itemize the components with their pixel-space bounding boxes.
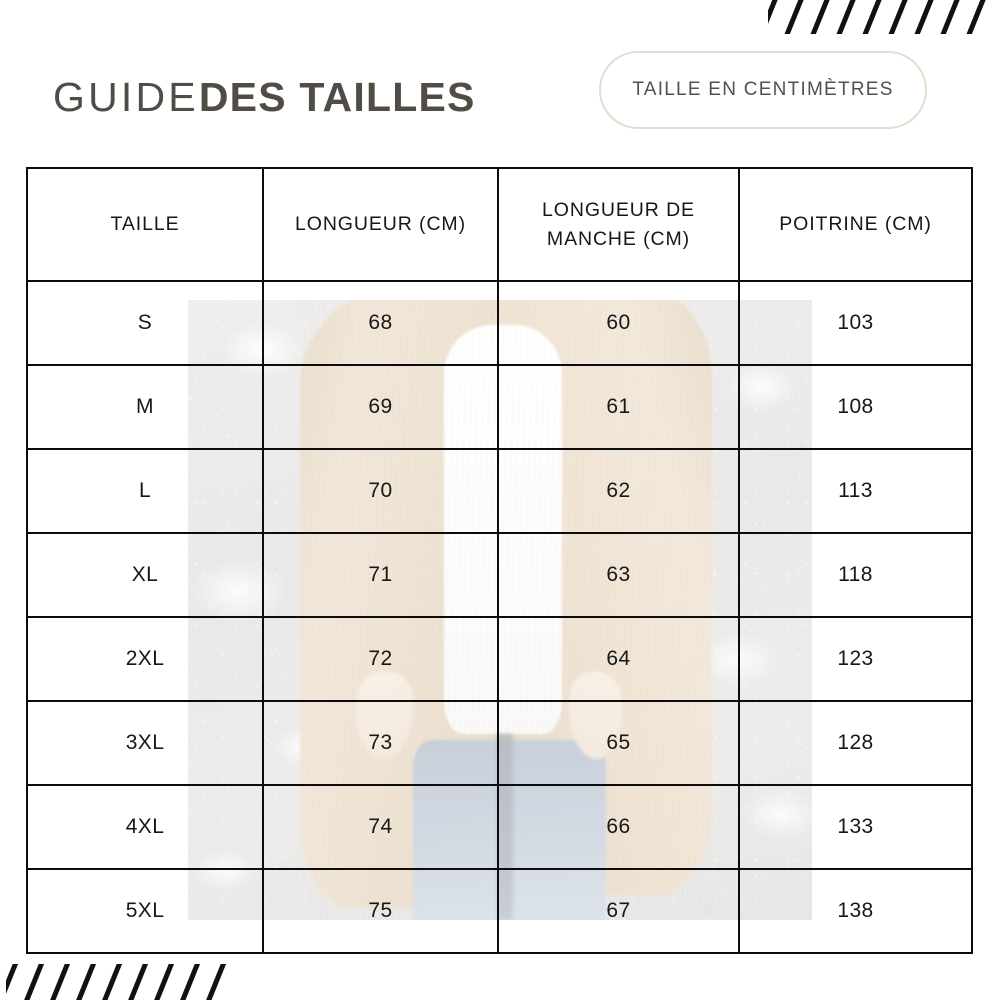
cell-taille: 5XL [27, 869, 263, 953]
column-header-manche: LONGUEUR DE MANCHE (CM) [498, 168, 739, 281]
table-row [27, 617, 972, 701]
cell-manche: 62 [498, 449, 739, 533]
cell-manche: 60 [498, 281, 739, 365]
table-row [27, 281, 972, 365]
cell-manche: 64 [498, 617, 739, 701]
table-row [27, 533, 972, 617]
size-table-container [26, 167, 971, 936]
cell-longueur: 70 [263, 449, 498, 533]
size-table [26, 167, 973, 954]
cell-poitrine: 128 [739, 701, 972, 785]
stripe-bar [6, 964, 22, 1000]
cell-poitrine: 118 [739, 533, 972, 617]
column-header-taille: TAILLE [27, 168, 263, 281]
cell-longueur: 74 [263, 785, 498, 869]
table-row [27, 869, 972, 953]
cell-manche: 61 [498, 365, 739, 449]
stripe-bar [151, 964, 179, 1000]
table-body [27, 281, 972, 953]
cell-longueur: 71 [263, 533, 498, 617]
cell-longueur: 69 [263, 365, 498, 449]
cell-taille: L [27, 449, 263, 533]
table-row [27, 785, 972, 869]
unit-badge-label: TAILLE EN CENTIMÈTRES [632, 79, 894, 100]
stripe-bar [125, 964, 153, 1000]
stripe-bar [47, 964, 75, 1000]
table-row [27, 449, 972, 533]
header [0, 0, 1000, 160]
cell-longueur: 72 [263, 617, 498, 701]
column-header-longueur: LONGUEUR (CM) [263, 168, 498, 281]
cell-poitrine: 108 [739, 365, 972, 449]
cell-manche: 63 [498, 533, 739, 617]
page-title-light: GUIDE [53, 74, 199, 120]
page-title-bold: DES TAILLES [198, 74, 476, 120]
cell-poitrine: 113 [739, 449, 972, 533]
cell-manche: 67 [498, 869, 739, 953]
cell-poitrine: 133 [739, 785, 972, 869]
stripe-bar [21, 964, 49, 1000]
stripe-bar [177, 964, 205, 1000]
cell-longueur: 68 [263, 281, 498, 365]
cell-poitrine: 103 [739, 281, 972, 365]
table-row [27, 365, 972, 449]
cell-manche: 65 [498, 701, 739, 785]
column-header-poitrine: POITRINE (CM) [739, 168, 972, 281]
cell-manche: 66 [498, 785, 739, 869]
cell-poitrine: 138 [739, 869, 972, 953]
cell-taille: S [27, 281, 263, 365]
table-row [27, 701, 972, 785]
stripe-bar [203, 964, 231, 1000]
page-title [53, 74, 476, 121]
diagonal-stripes-bottom-left-icon [6, 964, 232, 1000]
stripe-bar [73, 964, 101, 1000]
cell-longueur: 75 [263, 869, 498, 953]
cell-poitrine: 123 [739, 617, 972, 701]
cell-taille: M [27, 365, 263, 449]
cell-taille: XL [27, 533, 263, 617]
table-header-row [27, 168, 972, 281]
cell-taille: 2XL [27, 617, 263, 701]
stripe-bar [99, 964, 127, 1000]
cell-longueur: 73 [263, 701, 498, 785]
unit-badge [599, 51, 927, 129]
cell-taille: 4XL [27, 785, 263, 869]
cell-taille: 3XL [27, 701, 263, 785]
